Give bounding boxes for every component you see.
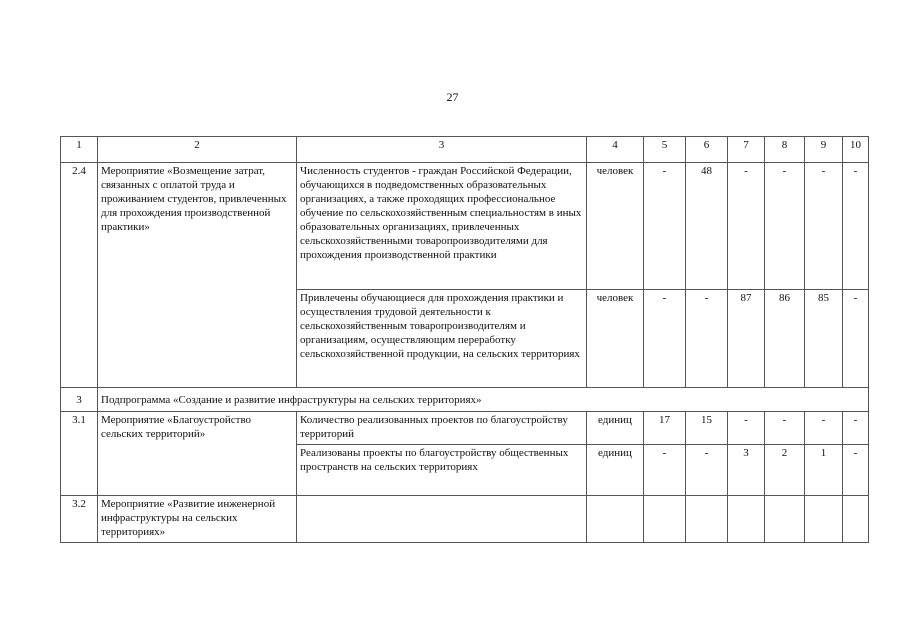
indicator-value: - [843,290,869,388]
indicator-unit: единиц [587,445,644,496]
column-header: 4 [587,137,644,163]
indicator-value: - [843,412,869,445]
indicator-value: - [765,412,805,445]
indicator-value: - [843,163,869,290]
measure-name: Мероприятие «Благоустройство сельских территорий» [98,412,297,496]
indicator-value: 87 [728,290,765,388]
indicator-value: 48 [686,163,728,290]
indicator-value: 1 [805,445,843,496]
page-number: 27 [446,90,459,104]
measure-name: Мероприятие «Развитие инженерной инфраструктуры на сельских территориях» [98,496,297,543]
indicator-value: 3 [728,445,765,496]
indicator-description: Реализованы проекты по благоустройству общественных пространств на сельских территориях [297,445,587,496]
indicator-description: Численность студентов - граждан Российской Федерации, обучающихся в подведомственных образовательных организациях, а также проходящих профессиональное обучение по сельскохозяйственным специальностям в иных образовательных организациях, привлеченных сельскохозяйственными товаропроизводителями для прохождения производственной практики [297,163,587,290]
empty-cell [728,496,765,543]
column-header: 3 [297,137,587,163]
row-number: 3.2 [61,496,98,543]
row-number: 3 [61,388,98,412]
indicator-value: - [805,412,843,445]
empty-cell [644,496,686,543]
row-number: 3.1 [61,412,98,496]
indicator-value: 86 [765,290,805,388]
indicator-unit: человек [587,163,644,290]
indicator-value: 15 [686,412,728,445]
indicator-value: 17 [644,412,686,445]
indicator-value: 85 [805,290,843,388]
header-row [61,137,869,163]
indicator-description: Привлечены обучающиеся для прохождения практики и осуществления трудовой деятельности к сельскохозяйственным товаропроизводителям и организациям, осуществляющим переработку сельскохозяйственной продукции, на сельских территориях [297,290,587,388]
empty-cell [843,496,869,543]
empty-cell [686,496,728,543]
empty-cell [765,496,805,543]
indicator-value: - [805,163,843,290]
table-row [61,163,869,290]
table-row [61,412,869,445]
column-header: 9 [805,137,843,163]
indicator-value: - [728,163,765,290]
row-number: 2.4 [61,163,98,388]
column-header: 10 [843,137,869,163]
subprogram-row [61,388,869,412]
indicator-value: - [686,445,728,496]
column-header: 7 [728,137,765,163]
measure-name: Мероприятие «Возмещение затрат, связанных с оплатой труда и проживанием студентов, привлеченных для прохождения производственной практики» [98,163,297,388]
table-row [61,496,869,543]
indicators-table [60,136,869,543]
column-header: 2 [98,137,297,163]
indicator-value: - [644,445,686,496]
column-header: 5 [644,137,686,163]
indicator-unit: единиц [587,412,644,445]
indicator-description: Количество реализованных проектов по благоустройству территорий [297,412,587,445]
indicator-value: 2 [765,445,805,496]
column-header: 6 [686,137,728,163]
empty-cell [587,496,644,543]
empty-cell [297,496,587,543]
indicator-value: - [686,290,728,388]
empty-cell [805,496,843,543]
indicator-value: - [765,163,805,290]
indicator-value: - [644,163,686,290]
indicator-value: - [843,445,869,496]
column-header: 1 [61,137,98,163]
column-header: 8 [765,137,805,163]
indicator-value: - [644,290,686,388]
indicator-value: - [728,412,765,445]
indicator-unit: человек [587,290,644,388]
subprogram-title: Подпрограмма «Создание и развитие инфраструктуры на сельских территориях» [98,388,869,412]
